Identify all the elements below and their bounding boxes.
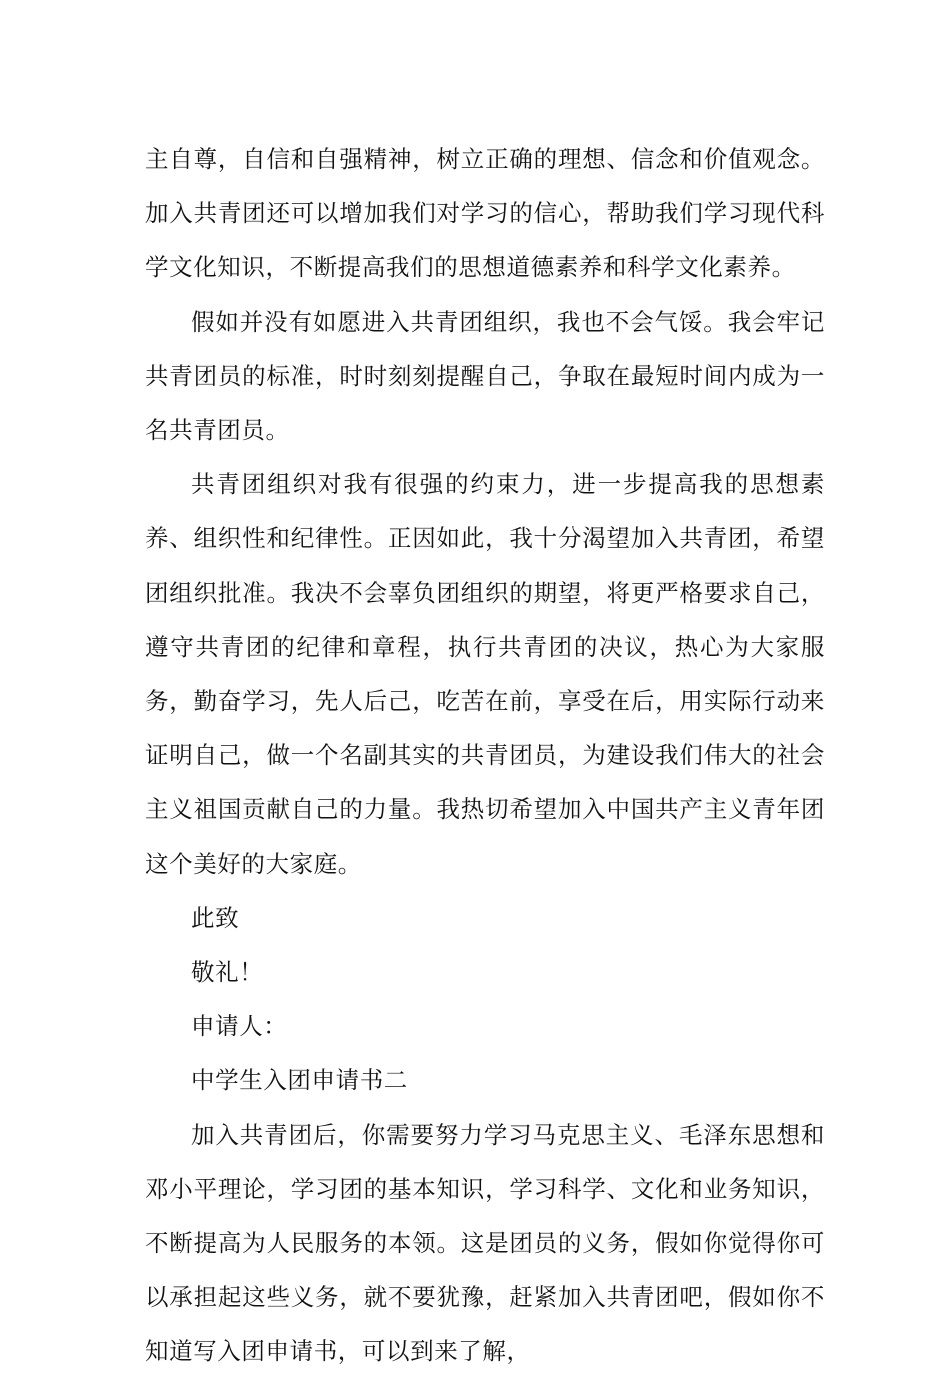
section-paragraph: 加入共青团后，你需要努力学习马克思主义、毛泽东思想和邓小平理论，学习团的基本知识，学习科学、文化和业务知识，不断提高为人民服务的本领。这是团员的义务，假如你觉得你可以承担起这些义务，就不要犹豫，赶紧加入共青团吧，假如你不知道写入团申请书，可以到来了解， [145,1120,825,1366]
applicant-label: 申请人： [191,1012,288,1041]
paragraph-3: 共青团组织对我有很强的约束力，进一步提高我的思想素养、组织性和纪律性。正因如此，我十分渴望加入共青团，希望团组织批准。我决不会辜负团组织的期望，将更严格要求自己，遵守共青团的纪律和章程，执行共青团的决议，热心为大家服务，勤奋学习，先人后己，吃苦在前，享受在后，用实际行动来证明自己，做一个名副其实的共青团员，为建设我们伟大的社会主义祖国贡献自己的力量。我热切希望加入中国共产主义青年团这个美好的大家庭。 [145,470,825,878]
paragraph-2: 假如并没有如愿进入共青团组织，我也不会气馁。我会牢记共青团员的标准，时时刻刻提醒自己，争取在最短时间内成为一名共青团员。 [145,307,825,445]
closing-salutation: 此致 [191,903,240,932]
paragraph-1: 主自尊，自信和自强精神，树立正确的理想、信念和价值观念。加入共青团还可以增加我们对学习的信心，帮助我们学习现代科学文化知识，不断提高我们的思想道德素养和科学文化素养。 [145,145,825,282]
section-title: 中学生入团申请书二 [191,1066,408,1095]
closing-respect: 敬礼！ [191,958,264,987]
document-body [145,132,825,1379]
